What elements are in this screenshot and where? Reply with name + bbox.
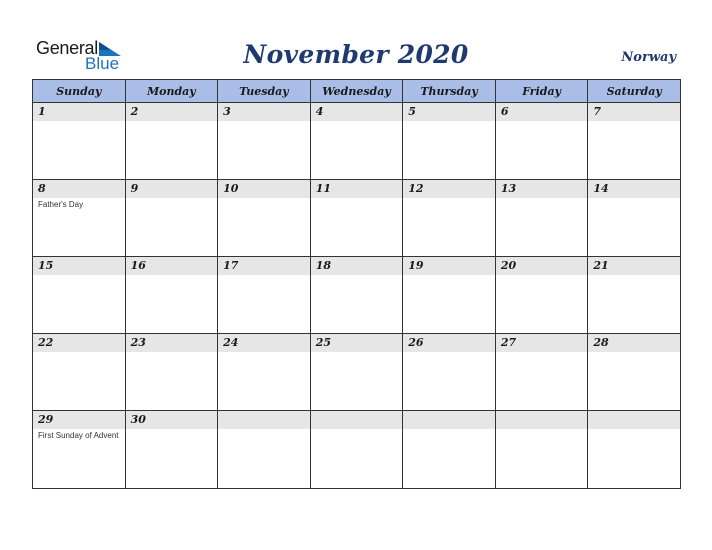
holiday-label: [311, 429, 403, 431]
day-number-bar: [588, 334, 680, 352]
holiday-label: [126, 198, 218, 200]
day-cell: [588, 334, 681, 411]
day-number: 29: [38, 413, 54, 426]
holiday-label: [403, 429, 495, 431]
holiday-label: [126, 352, 218, 354]
day-cell: [310, 180, 403, 257]
holiday-label: [588, 429, 680, 431]
day-number: 22: [38, 336, 54, 349]
holiday-label: Father's Day: [38, 200, 84, 209]
day-cell: [218, 334, 311, 411]
day-number: 28: [593, 336, 609, 349]
holiday-label: [403, 121, 495, 123]
weekday-header: Friday: [495, 80, 588, 103]
day-number-bar: [126, 180, 218, 198]
day-number: 1: [38, 105, 46, 118]
day-number: 11: [315, 182, 331, 195]
day-cell: [125, 103, 218, 180]
week-row: [33, 334, 681, 411]
weekday-header: Sunday: [33, 80, 126, 103]
day-number: 8: [38, 182, 46, 195]
weekday-header: Thursday: [403, 80, 496, 103]
day-number: 6: [500, 105, 509, 118]
country-label: Norway: [621, 50, 676, 65]
holiday-label: [496, 352, 588, 354]
day-number-bar: [218, 334, 310, 352]
holiday-label: [588, 121, 680, 123]
day-number: 30: [130, 413, 146, 426]
day-number: 17: [223, 259, 239, 272]
day-number-bar: [588, 103, 680, 121]
day-number-bar: [218, 257, 310, 275]
day-cell: [403, 180, 496, 257]
day-number: 3: [223, 105, 231, 118]
day-number-bar: [588, 180, 680, 198]
day-number-bar: [403, 411, 495, 429]
holiday-label: [311, 198, 403, 200]
day-number-bar: [218, 411, 310, 429]
day-number: 24: [223, 336, 239, 349]
day-number-bar: [33, 180, 125, 198]
day-cell: [33, 411, 126, 489]
day-number: 14: [593, 182, 609, 195]
day-cell: [125, 411, 218, 489]
holiday-label: [588, 198, 680, 200]
day-number-bar: [33, 257, 125, 275]
day-cell: [218, 411, 311, 489]
week-row: [33, 257, 681, 334]
day-cell: [588, 411, 681, 489]
holiday-label: [218, 352, 310, 354]
day-number: 23: [130, 336, 146, 349]
holiday-label: [218, 275, 310, 277]
day-number: 26: [408, 336, 424, 349]
day-number-bar: [496, 334, 588, 352]
holiday-label: [496, 121, 588, 123]
day-number-bar: [496, 411, 588, 429]
day-number-bar: [403, 257, 495, 275]
day-cell: [33, 180, 126, 257]
day-number-bar: [126, 257, 218, 275]
day-number-bar: [403, 103, 495, 121]
holiday-label: [33, 352, 125, 354]
page-title: November 2020: [243, 40, 469, 69]
holiday-label: [496, 275, 588, 277]
day-number: 18: [315, 259, 331, 272]
holiday-label: [588, 275, 680, 277]
holiday-label: [311, 275, 403, 277]
holiday-label: [588, 352, 680, 354]
weekday-header: Wednesday: [310, 80, 403, 103]
day-number-bar: [588, 411, 680, 429]
day-cell: [310, 411, 403, 489]
day-number: 12: [408, 182, 424, 195]
day-number: 27: [500, 336, 517, 349]
day-number-bar: [496, 180, 588, 198]
day-cell: [218, 103, 311, 180]
day-cell: [495, 334, 588, 411]
day-cell: [125, 334, 218, 411]
day-number: 4: [315, 105, 324, 118]
day-number-bar: [496, 257, 588, 275]
day-number: 13: [500, 182, 517, 195]
day-cell: [495, 257, 588, 334]
week-row: [33, 103, 681, 180]
holiday-label: [218, 198, 310, 200]
day-cell: [310, 257, 403, 334]
holiday-label: [218, 429, 310, 431]
day-cell: [588, 180, 681, 257]
weekday-header: Monday: [125, 80, 218, 103]
day-cell: [403, 103, 496, 180]
day-cell: [403, 257, 496, 334]
day-number-bar: [588, 257, 680, 275]
day-number: 20: [500, 259, 517, 272]
day-cell: [403, 411, 496, 489]
weekday-header-row: [33, 80, 681, 103]
day-cell: [218, 257, 311, 334]
day-cell: [588, 257, 681, 334]
holiday-label: [311, 121, 403, 123]
holiday-label: [403, 275, 495, 277]
holiday-label: [496, 198, 588, 200]
week-row: [33, 411, 681, 489]
logo-text-blue: Blue: [85, 54, 120, 73]
day-number-bar: [218, 103, 310, 121]
holiday-label: [126, 275, 218, 277]
day-cell: [495, 411, 588, 489]
day-number-bar: [403, 180, 495, 198]
holiday-label: [126, 121, 218, 123]
day-cell: [403, 334, 496, 411]
day-cell: [588, 103, 681, 180]
day-number-bar: [496, 103, 588, 121]
day-cell: [495, 103, 588, 180]
holiday-label: [218, 121, 310, 123]
calendar-grid: [32, 79, 681, 489]
day-cell: [125, 257, 218, 334]
day-number: 15: [38, 259, 54, 272]
day-cell: [310, 334, 403, 411]
day-number-bar: [126, 411, 218, 429]
day-number: 21: [593, 259, 609, 272]
day-number: 7: [593, 105, 602, 118]
day-number-bar: [311, 180, 403, 198]
day-cell: [33, 257, 126, 334]
day-number-bar: [311, 103, 403, 121]
day-number-bar: [311, 257, 403, 275]
holiday-label: [496, 429, 588, 431]
day-number-bar: [126, 103, 218, 121]
day-number-bar: [126, 334, 218, 352]
day-cell: [33, 103, 126, 180]
holiday-label: First Sunday of Advent: [38, 431, 119, 440]
day-cell: [33, 334, 126, 411]
day-number: 10: [223, 182, 239, 195]
day-cell: [310, 103, 403, 180]
holiday-label: [126, 429, 218, 431]
day-number-bar: [33, 334, 125, 352]
day-number: 25: [315, 336, 331, 349]
holiday-label: [311, 352, 403, 354]
holiday-label: [33, 275, 125, 277]
week-row: [33, 180, 681, 257]
holiday-label: [403, 352, 495, 354]
day-number-bar: [403, 334, 495, 352]
logo-text-general: General: [36, 38, 98, 58]
weekday-header: Saturday: [588, 80, 681, 103]
day-number: 5: [408, 105, 416, 118]
day-cell: [218, 180, 311, 257]
day-number: 2: [130, 105, 139, 118]
day-number-bar: [218, 180, 310, 198]
day-number-bar: [33, 103, 125, 121]
day-number: 16: [130, 259, 146, 272]
day-number: 9: [130, 182, 139, 195]
day-number: 19: [408, 259, 424, 272]
day-number-bar: [311, 334, 403, 352]
holiday-label: [33, 121, 125, 123]
day-cell: [125, 180, 218, 257]
holiday-label: [403, 198, 495, 200]
day-number-bar: [311, 411, 403, 429]
weekday-header: Tuesday: [218, 80, 311, 103]
day-number-bar: [33, 411, 125, 429]
day-cell: [495, 180, 588, 257]
